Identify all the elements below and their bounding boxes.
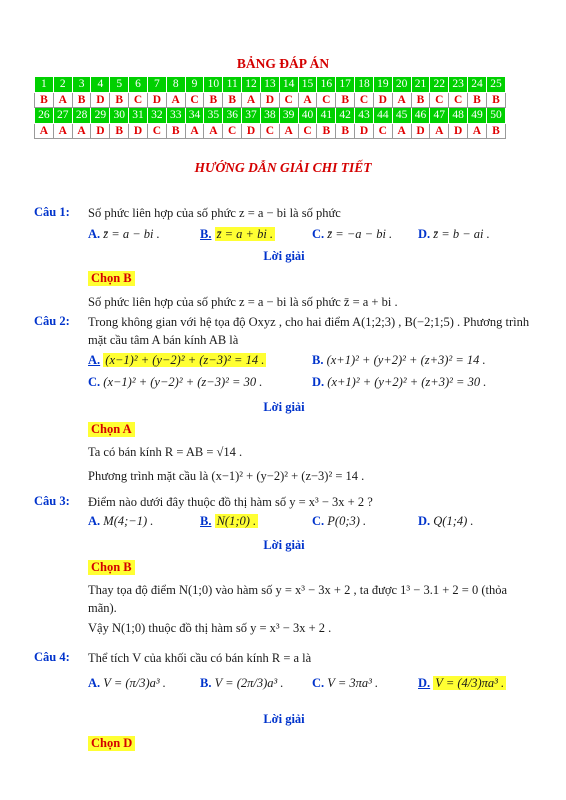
- option-b[interactable]: B. z̄ = a + bi .: [200, 227, 274, 241]
- answer-cell: D: [242, 123, 261, 139]
- question-number-cell: 13: [260, 77, 279, 93]
- question-number-cell: 19: [373, 77, 392, 93]
- answer-cell: B: [336, 92, 355, 108]
- question-label: Câu 4:: [34, 650, 70, 664]
- answer-cell: B: [110, 123, 129, 139]
- answer-cell: A: [279, 123, 298, 139]
- answer-cell: A: [185, 123, 204, 139]
- detail-title: HƯỚNG DẪN GIẢI CHI TIẾT: [194, 160, 372, 175]
- question-number-cell: 10: [204, 77, 223, 93]
- answer-cell: C: [147, 123, 166, 139]
- choice-label: Chọn A: [88, 422, 135, 437]
- question-number-cell: 20: [392, 77, 411, 93]
- question-text: Điểm nào dưới đây thuộc đồ thị hàm số y = x³ − 3x + 2 ?: [88, 495, 373, 509]
- question-2: [34, 314, 534, 494]
- question-text: Trong không gian với hệ tọa độ Oxyz , cho hai điểm A(1;2;3) , B(−2;1;5) . Phương trình: [88, 315, 530, 329]
- explanation-line: Phương trình mặt cầu là (x−1)² + (y−2)² + (z−3)² = 14 .: [88, 469, 365, 483]
- question-number-cell: 3: [72, 77, 91, 93]
- question-number-cell: 24: [468, 77, 487, 93]
- answer-cell: C: [129, 92, 148, 108]
- answer-cell: B: [486, 92, 505, 108]
- question-number-cell: 38: [260, 108, 279, 124]
- question-label: Câu 2:: [34, 314, 70, 328]
- option-d[interactable]: D. z̄ = b − ai .: [418, 227, 490, 241]
- answer-cell: D: [147, 92, 166, 108]
- answer-table: [34, 76, 506, 139]
- answer-cell: B: [486, 123, 505, 139]
- question-number-cell: 22: [430, 77, 449, 93]
- question-text: Số phức liên hợp của số phức z = a − bi là số phức: [88, 206, 341, 220]
- question-number-cell: 4: [91, 77, 110, 93]
- options-row: [88, 375, 534, 395]
- question-number-cell: 35: [204, 108, 223, 124]
- question-number-cell: 27: [53, 108, 72, 124]
- answer-table-number-row: [35, 108, 506, 124]
- question-number-cell: 43: [355, 108, 374, 124]
- answer-cell: A: [298, 92, 317, 108]
- choice-label: Chọn B: [88, 271, 135, 286]
- answer-cell: A: [242, 92, 261, 108]
- question-number-cell: 30: [110, 108, 129, 124]
- question-text-continued: mặt cầu tâm A bán kính AB là: [88, 333, 239, 347]
- answer-cell: B: [411, 92, 430, 108]
- answer-cell: B: [317, 123, 336, 139]
- question-number-cell: 7: [147, 77, 166, 93]
- answer-cell: B: [223, 92, 242, 108]
- answer-cell: C: [223, 123, 242, 139]
- question-label: Câu 3:: [34, 494, 70, 508]
- answer-table-answer-row: [35, 92, 506, 108]
- question-number-cell: 15: [298, 77, 317, 93]
- options-row: [88, 227, 534, 247]
- question-number-cell: 49: [468, 108, 487, 124]
- option-b[interactable]: B. N(1;0) .: [200, 514, 257, 528]
- option-c[interactable]: C. (x−1)² + (y−2)² + (z−3)² = 30 .: [88, 375, 263, 389]
- option-b[interactable]: B. (x+1)² + (y+2)² + (z+3)² = 14 .: [312, 353, 486, 367]
- choice-label: Chọn B: [88, 560, 135, 575]
- answer-cell: C: [449, 92, 468, 108]
- answer-cell: A: [468, 123, 487, 139]
- question-number-cell: 46: [411, 108, 430, 124]
- answer-cell: A: [166, 92, 185, 108]
- option-c[interactable]: C. V = 3πa³ .: [312, 676, 379, 690]
- question-number-cell: 50: [486, 108, 505, 124]
- explanation-line: Số phức liên hợp của số phức z = a − bi là số phức z̄ = a + bi .: [88, 295, 398, 309]
- question-text: Thể tích V của khối cầu có bán kính R = a là: [88, 651, 312, 665]
- question-number-cell: 18: [355, 77, 374, 93]
- options-row: [88, 676, 534, 696]
- question-number-cell: 44: [373, 108, 392, 124]
- answer-cell: C: [355, 92, 374, 108]
- answer-cell: D: [91, 92, 110, 108]
- answer-cell: B: [72, 92, 91, 108]
- answer-cell: A: [430, 123, 449, 139]
- answer-cell: B: [35, 92, 54, 108]
- answer-table-title: BẢNG ĐÁP ÁN: [236, 56, 330, 71]
- answer-table-number-row: [35, 77, 506, 93]
- option-a[interactable]: A. M(4;−1) .: [88, 514, 154, 528]
- answer-cell: A: [392, 92, 411, 108]
- answer-cell: C: [430, 92, 449, 108]
- options-row: [88, 514, 534, 534]
- answer-table-answer-row: [35, 123, 506, 139]
- solution-heading: Lời giải: [263, 249, 305, 263]
- answer-cell: B: [166, 123, 185, 139]
- question-number-cell: 5: [110, 77, 129, 93]
- option-a[interactable]: A. V = (π/3)a³ .: [88, 676, 166, 690]
- answer-cell: A: [392, 123, 411, 139]
- question-number-cell: 48: [449, 108, 468, 124]
- answer-cell: D: [129, 123, 148, 139]
- question-number-cell: 26: [35, 108, 54, 124]
- answer-cell: D: [411, 123, 430, 139]
- question-number-cell: 31: [129, 108, 148, 124]
- choice-label: Chọn D: [88, 736, 135, 751]
- answer-cell: B: [336, 123, 355, 139]
- explanation-line: Vậy N(1;0) thuộc đồ thị hàm số y = x³ − 3x + 2 .: [88, 621, 332, 635]
- answer-cell: B: [468, 92, 487, 108]
- question-number-cell: 29: [91, 108, 110, 124]
- question-number-cell: 36: [223, 108, 242, 124]
- question-3: [34, 494, 534, 644]
- option-b[interactable]: B. V = (2π/3)a³ .: [200, 676, 284, 690]
- answer-cell: D: [373, 92, 392, 108]
- option-c[interactable]: C. P(0;3) .: [312, 514, 367, 528]
- question-number-cell: 16: [317, 77, 336, 93]
- question-number-cell: 11: [223, 77, 242, 93]
- question-number-cell: 6: [129, 77, 148, 93]
- explanation-line: mãn).: [88, 601, 117, 615]
- answer-cell: C: [298, 123, 317, 139]
- option-a[interactable]: A. z̄ = a − bi .: [88, 227, 160, 241]
- explanation-line: Ta có bán kính R = AB = √14 .: [88, 445, 243, 459]
- question-number-cell: 23: [449, 77, 468, 93]
- question-4: [34, 650, 534, 750]
- question-number-cell: 37: [242, 108, 261, 124]
- answer-cell: B: [204, 92, 223, 108]
- answer-cell: A: [204, 123, 223, 139]
- question-number-cell: 40: [298, 108, 317, 124]
- question-number-cell: 17: [336, 77, 355, 93]
- answer-cell: D: [260, 92, 279, 108]
- question-number-cell: 9: [185, 77, 204, 93]
- explanation-line: Thay tọa độ điểm N(1;0) vào hàm số y = x³ − 3x + 2 , ta được 1³ − 3.1 + 2 = 0 (thỏa: [88, 583, 508, 597]
- answer-cell: A: [72, 123, 91, 139]
- question-number-cell: 12: [242, 77, 261, 93]
- solution-heading: Lời giải: [263, 712, 305, 726]
- question-number-cell: 28: [72, 108, 91, 124]
- option-c[interactable]: C. z̄ = −a − bi .: [312, 227, 393, 241]
- answer-cell: D: [449, 123, 468, 139]
- answer-cell: A: [53, 92, 72, 108]
- question-number-cell: 21: [411, 77, 430, 93]
- question-number-cell: 8: [166, 77, 185, 93]
- option-d[interactable]: D. (x+1)² + (y+2)² + (z+3)² = 30 .: [312, 375, 487, 389]
- question-number-cell: 33: [166, 108, 185, 124]
- answer-cell: C: [373, 123, 392, 139]
- options-row: [88, 353, 534, 373]
- question-number-cell: 47: [430, 108, 449, 124]
- option-d[interactable]: D. Q(1;4) .: [418, 514, 474, 528]
- question-number-cell: 39: [279, 108, 298, 124]
- solution-heading: Lời giải: [263, 400, 305, 414]
- answer-cell: B: [110, 92, 129, 108]
- option-a[interactable]: A. (x−1)² + (y−2)² + (z−3)² = 14 .: [88, 353, 265, 367]
- answer-cell: C: [279, 92, 298, 108]
- answer-cell: C: [317, 92, 336, 108]
- question-number-cell: 1: [35, 77, 54, 93]
- answer-cell: D: [91, 123, 110, 139]
- question-number-cell: 34: [185, 108, 204, 124]
- solution-heading: Lời giải: [263, 538, 305, 552]
- question-number-cell: 41: [317, 108, 336, 124]
- question-number-cell: 32: [147, 108, 166, 124]
- question-number-cell: 45: [392, 108, 411, 124]
- answer-cell: C: [260, 123, 279, 139]
- option-d[interactable]: D. V = (4/3)πa³ .: [418, 676, 505, 690]
- question-number-cell: 14: [279, 77, 298, 93]
- answer-cell: D: [355, 123, 374, 139]
- question-label: Câu 1:: [34, 205, 70, 219]
- answer-cell: C: [185, 92, 204, 108]
- question-number-cell: 42: [336, 108, 355, 124]
- question-number-cell: 25: [486, 77, 505, 93]
- question-number-cell: 2: [53, 77, 72, 93]
- question-1: [34, 205, 534, 309]
- answer-cell: A: [35, 123, 54, 139]
- answer-cell: A: [53, 123, 72, 139]
